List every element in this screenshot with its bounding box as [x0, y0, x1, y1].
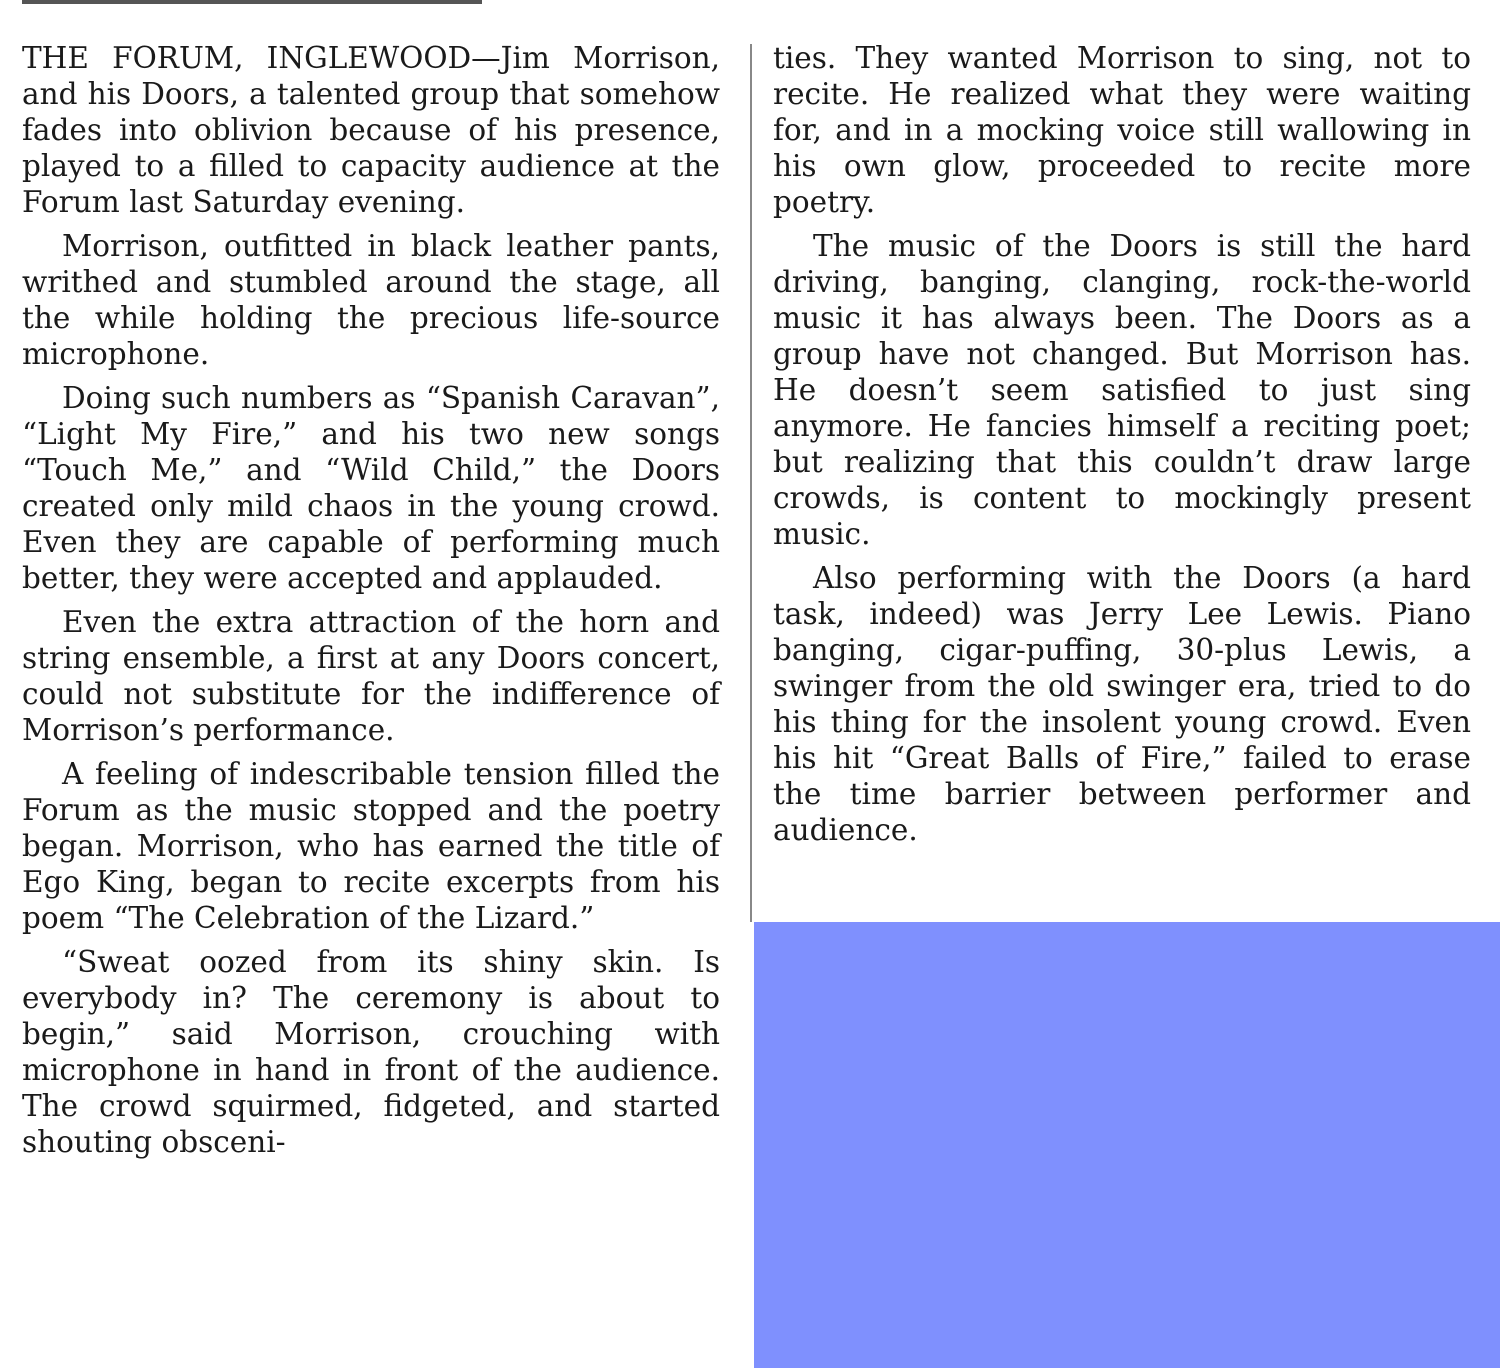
blue-fill-block [754, 922, 1500, 1368]
paragraph-quote: “Sweat oozed from its shiny skin. Is everybody in? The ceremony is about to begin,” said Morrison, crouching with microphone in hand in front of the audience. The crowd squirmed, fidgeted, and started shouting obsceni- [22, 945, 720, 1159]
article-column-left [22, 40, 720, 1168]
paragraph-continued: ties. They wanted Morrison to sing, not to recite. He realized what they were waiting for, and in a mocking voice still wallowing in his own glow, proceeded to recite more poetry. [773, 41, 1471, 219]
paragraph-jerry-lee-lewis: Also performing with the Doors (a hard task, indeed) was Jerry Lee Lewis. Piano banging, cigar-puffing, 30-plus Lewis, a swinger from the old swinger era, tried to do his thing for the insolent young crowd. Even his hit “Great Balls of Fire,” failed to erase the time barrier between performer and audience. [773, 561, 1471, 847]
paragraph-music: The music of the Doors is still the hard driving, banging, clanging, rock-the-world music it has always been. The Doors as a group have not changed. But Morrison has. He doesn’t seem satisfied to just sing anymore. He fancies himself a reciting poet; but realizing that this couldn’t draw large crowds, is content to mockingly present music. [773, 229, 1471, 551]
top-rule [22, 0, 482, 4]
paragraph-outfit: Morrison, outfitted in black leather pants, writhed and stumbled around the stage, all the while holding the precious life-source microphone. [22, 229, 720, 371]
column-divider [750, 44, 752, 922]
article-column-right [773, 40, 1471, 856]
paragraph-ensemble: Even the extra attraction of the horn and string ensemble, a first at any Doors concert, could not substitute for the indifference of Morrison’s performance. [22, 605, 720, 747]
paragraph-tension: A feeling of indescribable tension filled the Forum as the music stopped and the poetry began. Morrison, who has earned the title of Ego King, began to recite excerpts from his poem “The Celebration of the Lizard.” [22, 757, 720, 935]
paragraph-songs: Doing such numbers as “Spanish Caravan”, “Light My Fire,” and his two new songs “Touch Me,” and “Wild Child,” the Doors created only mild chaos in the young crowd. Even they are capable of performing much better, they were accepted and applauded. [22, 381, 720, 595]
paragraph-intro: THE FORUM, INGLEWOOD—Jim Morrison, and his Doors, a talented group that somehow fades into oblivion because of his presence, played to a filled to capacity audience at the Forum last Saturday evening. [22, 41, 720, 219]
